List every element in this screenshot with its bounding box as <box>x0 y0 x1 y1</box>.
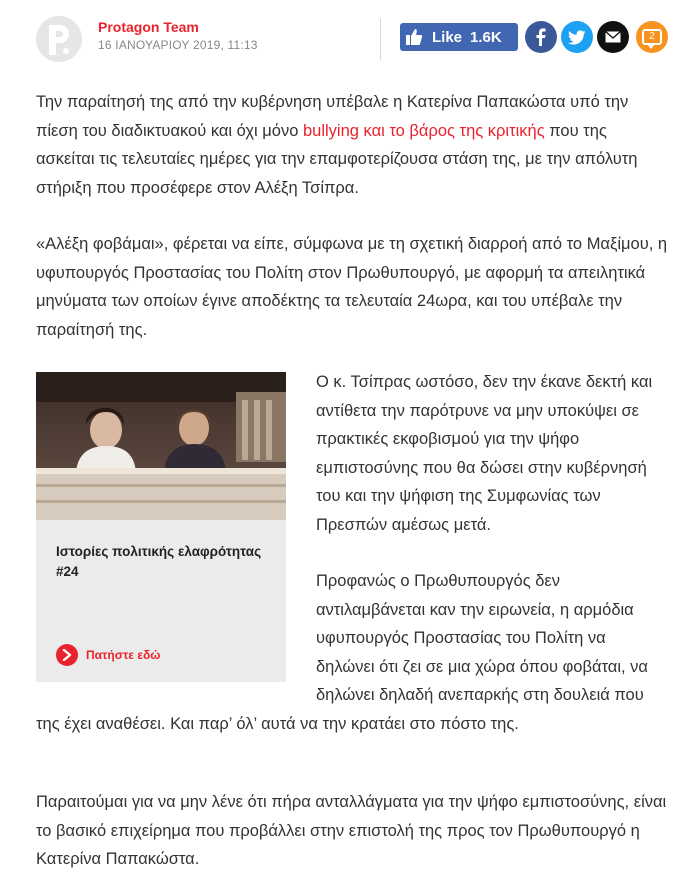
email-share-button[interactable] <box>597 21 629 53</box>
twitter-icon <box>568 30 586 45</box>
header-divider <box>380 18 381 60</box>
comments-count: 2 <box>649 31 655 42</box>
mail-icon <box>605 31 621 43</box>
facebook-share-button[interactable] <box>525 21 557 53</box>
related-article-photo <box>36 372 286 520</box>
thumbs-up-icon <box>400 23 428 51</box>
like-count: 1.6K <box>470 28 502 46</box>
author-name[interactable]: Protagon Team <box>98 19 199 35</box>
paragraph-1-text-end: που της ασκείται τις τελευταίες ημέρες για την επαμφοτερίζουσα στάση της, με την απόλυτη στήριξη που προσέφερε στον Αλέξη Τσίπρα. <box>36 121 638 197</box>
related-article-card[interactable] <box>36 372 286 682</box>
comment-icon <box>642 29 662 45</box>
article-header <box>36 16 668 64</box>
related-article-title[interactable]: Ιστορίες πολιτικής ελαφρότητας #24 <box>56 544 262 579</box>
paragraph-1-text-start: Την παραίτησή της από την κυβέρνηση υπέβαλε η Κατερίνα Παπακώστα υπό την πίεση του διαδικτυακού και όχι μόνο <box>36 93 629 140</box>
facebook-icon <box>533 28 549 46</box>
article-body-with-related <box>36 368 668 766</box>
comments-button[interactable] <box>636 21 668 53</box>
article-paragraph-5: Παραιτούμαι για να μην λένε ότι πήρα ανταλλάγματα για την ψήφο εμπιστοσύνης, είναι το βασικό επιχείρημα που προβάλλει στην επιστολή της προς τον Πρωθυπουργό η Κατερίνα Παπακώστα. <box>36 793 667 868</box>
related-article-cta[interactable] <box>56 644 160 666</box>
article-paragraph-2: «Αλέξη φοβάμαι», φέρεται να είπε, σύμφωνα με τη σχετική διαρροή από το Μαξίμου, η υφυπουργός Προστασίας του Πολίτη στον Πρωθυπουργό, με αφορμή τα απειλητικά μηνύματα των οποίων έγινε αποδέκτης τα τελευταία 24ωρα, και του υπέβαλε την παραίτησή της. <box>36 235 668 339</box>
like-label: Like <box>432 28 463 46</box>
article-paragraph-3: Ο κ. Τσίπρας ωστόσο, δεν την έκανε δεκτή και αντίθετα την παρότρυνε να μην υποκύψει σε πρακτικές εκφοβισμού για την ψήφο εμπιστοσύνης που θα δώσει στην κυβέρνησή του και την ψήφιση της Συμφωνίας των Πρεσπών αμέσως μετά. <box>316 373 653 534</box>
author-avatar[interactable] <box>36 16 82 62</box>
bullying-article-link[interactable]: bullying και το βάρος της κριτικής <box>303 121 545 140</box>
article-paragraph-1 <box>36 88 668 202</box>
chevron-right-icon <box>56 644 78 666</box>
twitter-share-button[interactable] <box>561 21 593 53</box>
protagon-logo-icon <box>36 16 82 62</box>
related-cta-label: Πατήστε εδώ <box>86 648 161 662</box>
publish-date: 16 ΙΑΝΟΥΑΡΙΟΥ 2019, 11:13 <box>98 38 258 52</box>
article-paragraph-4: Προφανώς ο Πρωθυπουργός δεν αντιλαμβάνεται καν την ειρωνεία, η αρμόδια υφυπουργός Προστασίας του Πολίτη να δηλώνει ότι ζει σε μια χώρα όπου φοβάται, να δηλώνει δηλαδή ανεπαρκής στη δουλειά που της έχει αναθέσει. Και παρ’ όλ’ αυτά να την κρατάει στο πόστο της. <box>36 572 648 733</box>
facebook-like-button[interactable] <box>400 23 518 51</box>
